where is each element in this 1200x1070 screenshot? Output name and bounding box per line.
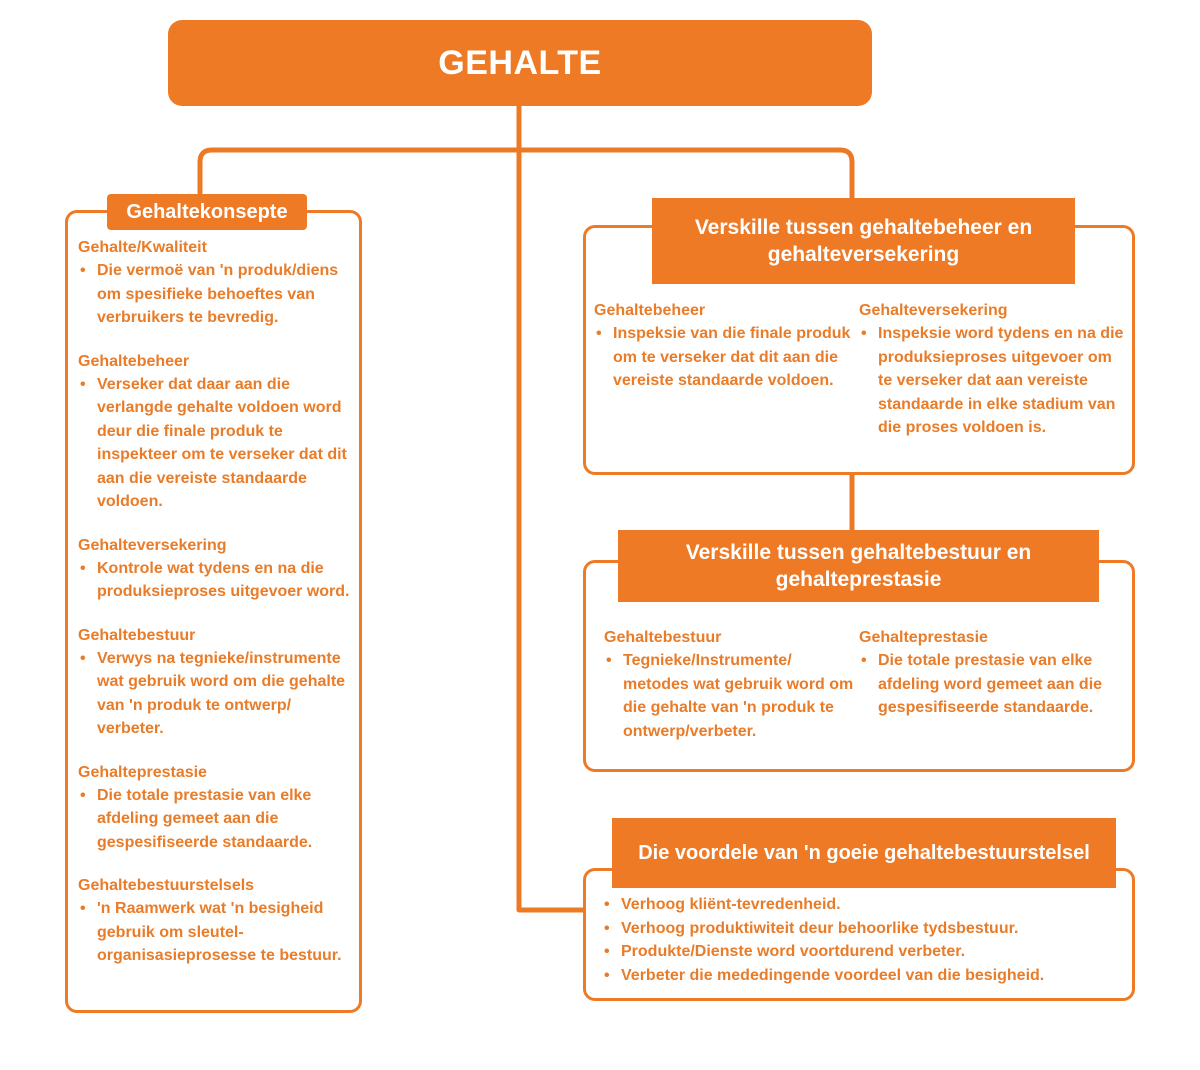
concept-heading: Gehaltebestuurstelsels [78, 877, 255, 894]
concept-heading: Gehalteversekering [78, 536, 227, 554]
concept-bullet: • Verseker dat daar aan die verlangde gehalte voldoen word deur die finale produk te inspekteer om te verseker dat dit aan die vereiste standaarde voldoen. [78, 373, 356, 514]
concept-quality-performance [78, 764, 356, 855]
column-quality-assurance [859, 302, 1127, 440]
root-node-gehalte [168, 20, 872, 106]
concept-heading: Gehaltebestuur [78, 626, 196, 644]
control-vs-assurance-title: Verskille tussen gehaltebeheer en gehalteversekering [652, 198, 1075, 284]
column-bullet: • Inspeksie van die finale produk om te verseker dat dit aan die vereiste standaarde voldoen. [594, 322, 856, 393]
benefit-item: • Verhoog kliënt-tevredenheid. [602, 893, 1122, 917]
concepts-panel [65, 210, 362, 1013]
column-quality-control [594, 302, 856, 393]
concept-quality-management-systems [78, 877, 356, 968]
benefits-title: Die voordele van 'n goeie gehaltebestuurstelsel [612, 818, 1116, 888]
column-bullet: • Inspeksie word tydens en na die produksieproses uitgevoer om te verseker dat aan vereiste standaarde in elke stadium van die proses voldoen is. [859, 322, 1127, 440]
concept-bullet: • Kontrole wat tydens en na die produksieproses uitgevoer word. [78, 557, 356, 604]
concept-quality-management [78, 627, 356, 741]
concept-heading: Gehalte/Kwaliteit [78, 239, 207, 256]
concept-quality-control [78, 353, 356, 514]
benefit-item: • Verbeter die mededingende voordeel van die besigheid. [602, 964, 1122, 988]
column-quality-management [604, 629, 856, 743]
concept-quality [78, 239, 356, 330]
management-vs-performance-title: Verskille tussen gehaltebestuur en gehalteprestasie [618, 530, 1099, 602]
benefits-list [602, 891, 1122, 987]
column-heading: Gehaltebestuur [604, 629, 722, 646]
column-bullet: • Tegnieke/Instrumente/ metodes wat gebruik word om die gehalte van 'n produk te ontwerp/verbeter. [604, 649, 856, 743]
column-heading: Gehaltebeheer [594, 302, 706, 319]
concept-bullet: • Die vermoë van 'n produk/diens om spesifieke behoeftes van verbruikers te bevredig. [78, 259, 356, 330]
column-quality-performance [859, 629, 1119, 720]
concepts-list [78, 239, 356, 991]
concepts-title: Gehaltekonsepte [107, 194, 307, 230]
concept-bullet: • 'n Raamwerk wat 'n besigheid gebruik om sleutel-organisasieprosesse te bestuur. [78, 897, 356, 968]
connector-right-branch [519, 150, 852, 200]
concept-heading: Gehalteprestasie [78, 763, 207, 781]
benefit-item: • Produkte/Dienste word voortdurend verbeter. [602, 940, 1122, 964]
connector-left-branch [200, 150, 519, 196]
benefit-item: • Verhoog produktiwiteit deur behoorlike tydsbestuur. [602, 917, 1122, 941]
column-bullet: • Die totale prestasie van elke afdeling word gemeet aan die gespesifiseerde standaarde. [859, 649, 1119, 720]
concept-bullet: • Die totale prestasie van elke afdeling gemeet aan die gespesifiseerde standaarde. [78, 784, 356, 855]
root-title: GEHALTE [438, 43, 602, 82]
connector-trunk [519, 104, 586, 910]
column-heading: Gehalteprestasie [859, 629, 988, 646]
column-heading: Gehalteversekering [859, 302, 1008, 319]
concept-quality-assurance [78, 537, 356, 604]
concept-heading: Gehaltebeheer [78, 352, 190, 370]
concept-bullet: • Verwys na tegnieke/instrumente wat gebruik word om die gehalte van 'n produk te ontwerp/ verbeter. [78, 647, 356, 741]
